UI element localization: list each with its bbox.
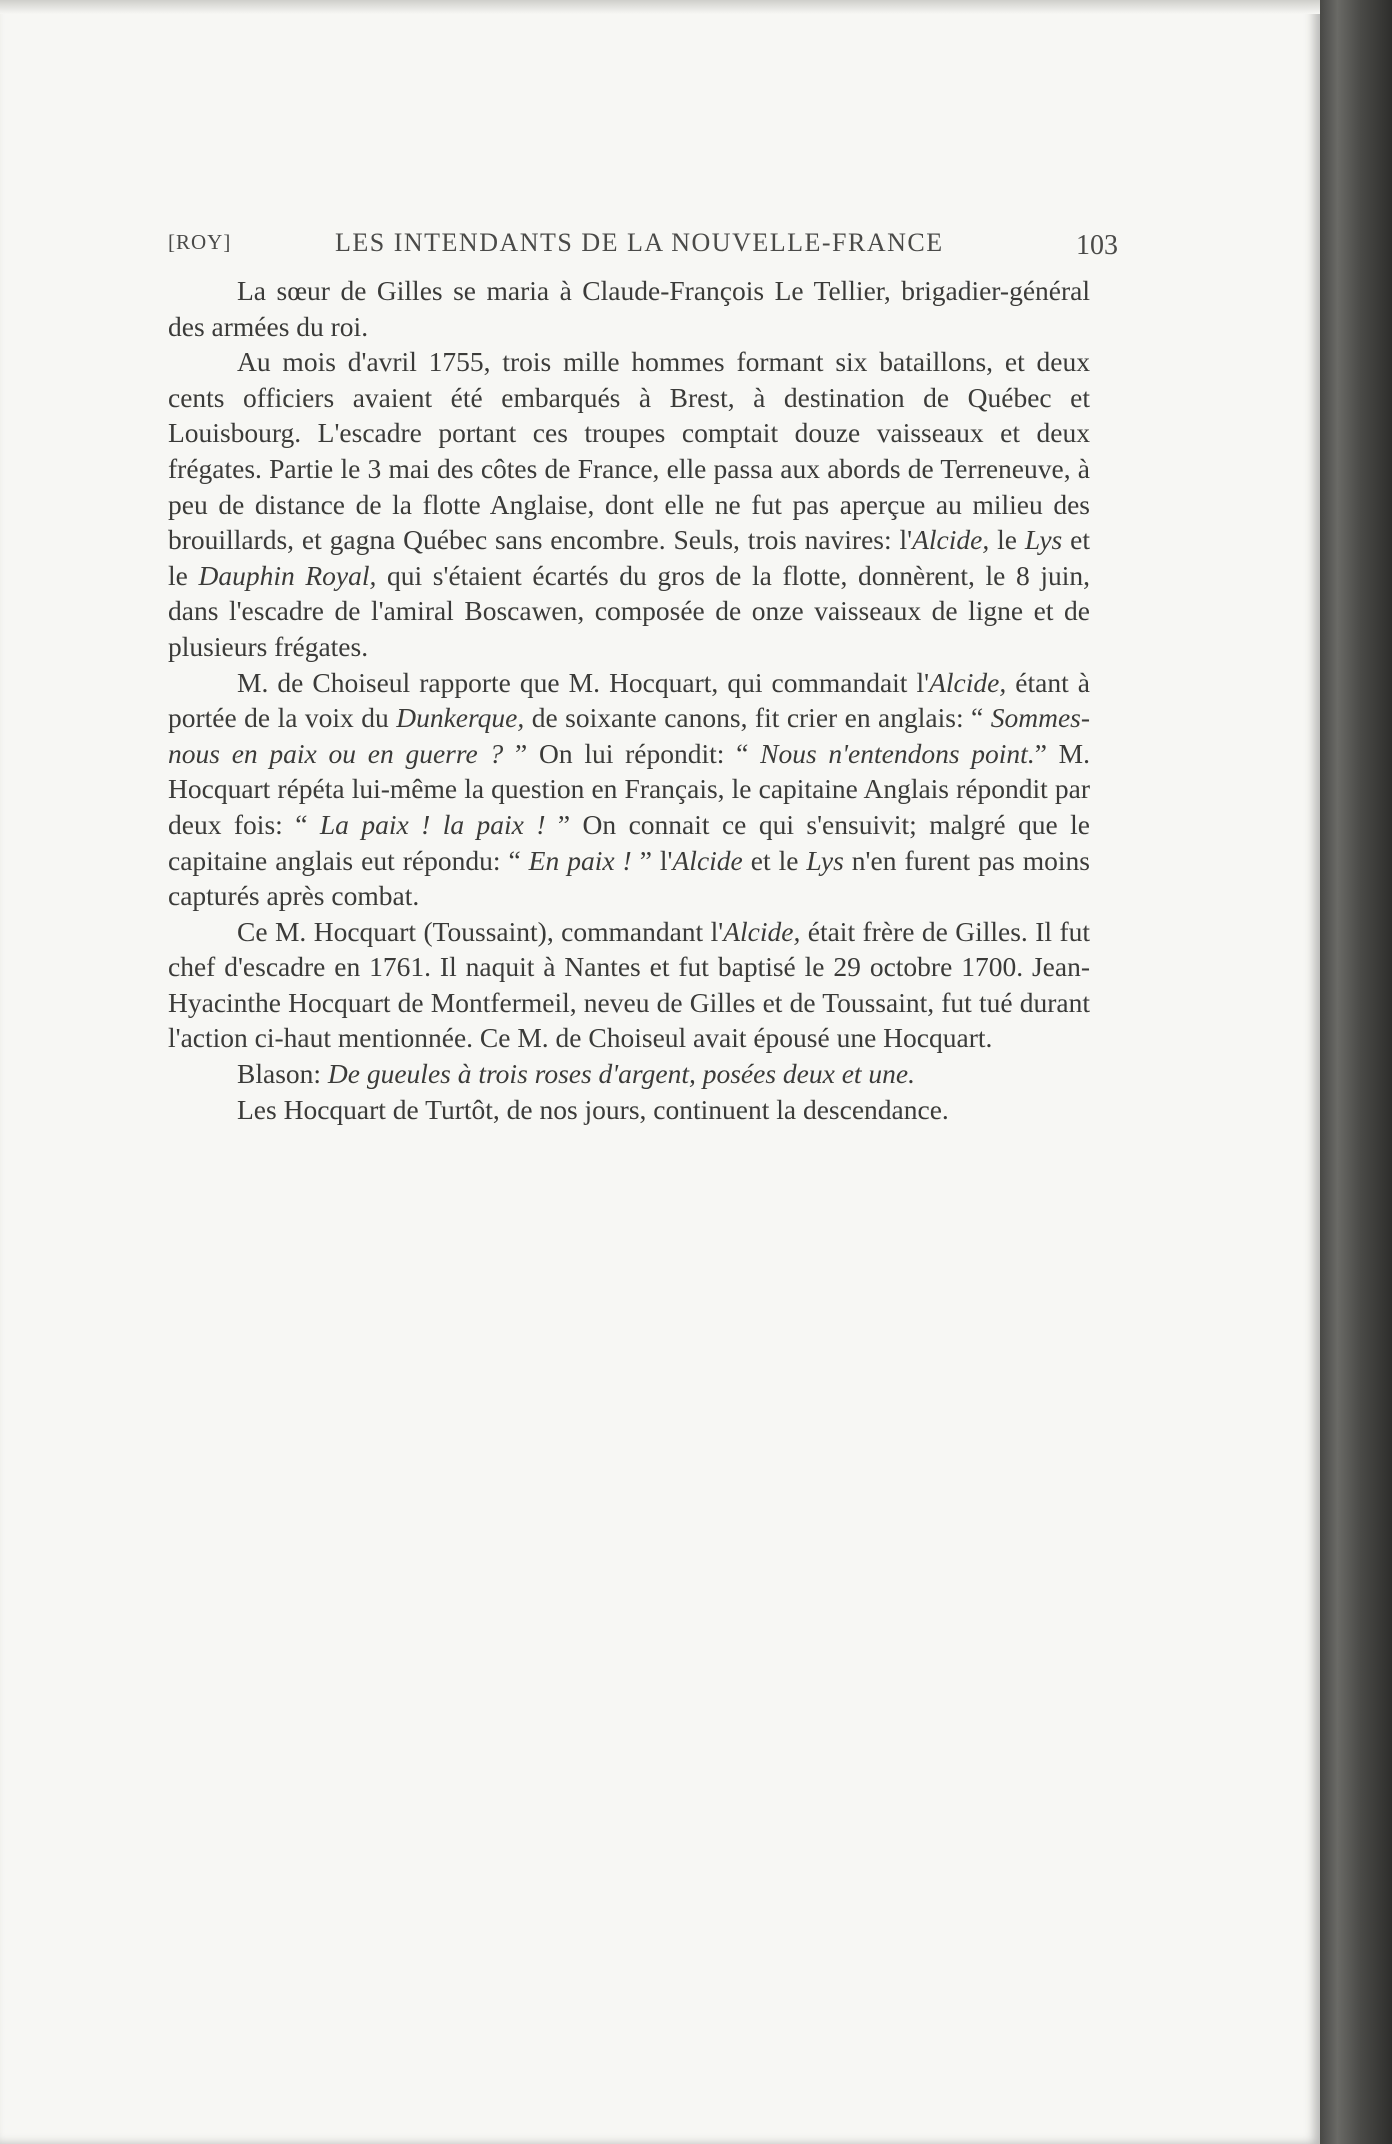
- text-run: ” l': [631, 844, 673, 876]
- body-text: [168, 273, 1090, 1127]
- paragraph: [168, 914, 1090, 1056]
- text-run: qui s'étaient écartés du gros de la flotte, donnèrent, le 8 juin, dans l'escadre de l'amiral Boscawen, composée de onze vaisseaux de ligne et de plusieurs frégates.: [168, 559, 1090, 662]
- text-run: Au mois d'avril 1755, trois mille hommes formant six bataillons, et deux cents officiers avaient été embarqués à Brest, à destination de Québec et Louisbourg. L'escadre portant ces troupes comptait douze vaisseaux et deux frégates. Partie le 3 mai des côtes de France, elle passa aux abords de Terreneuve, à peu de distance de la flotte Anglaise, dont elle ne fut pas aperçue au milieu des brouillards, et gagna Québec sans encombre. Seuls, trois navires: l': [168, 346, 1090, 556]
- italic-text: Alcide: [672, 844, 743, 876]
- italic-text: Alcide,: [723, 915, 801, 947]
- text-run: ” M. Hocquart répéta lui-même la question en Français, le capitaine Anglais répondit par deux fois: “: [168, 737, 1090, 840]
- text-run: La sœur de Gilles se maria à Claude-François Le Tellier, brigadier-général des armées du roi.: [168, 275, 1090, 342]
- book-title: LES INTENDANTS DE LA NOUVELLE-FRANCE: [335, 228, 944, 257]
- text-run: Ce M. Hocquart (Toussaint), commandant l': [237, 915, 724, 947]
- text-run: Les Hocquart de Turtôt, de nos jours, continuent la descendance.: [237, 1093, 949, 1125]
- page-top-edge: [0, 0, 1320, 14]
- italic-text: Dauphin Royal,: [198, 559, 377, 591]
- scan-edge: [1314, 0, 1392, 2144]
- text-run: était frère de Gilles. Il fut chef d'escadre en 1761. Il naquit à Nantes et fut baptisé le 29 octobre 1700. Jean-Hyacinthe Hocquart de Montfermeil, neveu de Gilles et de Toussaint, fut tué durant l'action ci-haut mentionnée. Ce M. de Choiseul avait épousé une Hocquart.: [168, 915, 1090, 1054]
- text-run: n'en furent pas moins capturés après combat.: [168, 844, 1090, 912]
- italic-text: Nous n'entendons point.: [760, 737, 1035, 769]
- paragraph: [168, 344, 1090, 664]
- paragraph: [168, 665, 1090, 914]
- text-run: Blason:: [237, 1058, 328, 1090]
- paragraph: [168, 1056, 1090, 1092]
- italic-text: Lys: [1024, 524, 1063, 556]
- text-run: M. de Choiseul rapporte que M. Hocquart, qui commandait l': [237, 666, 930, 698]
- running-head: [168, 226, 1118, 266]
- italic-text: Sommes-nous en paix ou en guerre ?: [168, 702, 1091, 769]
- text-run: et le: [168, 524, 1090, 591]
- text-run: étant à portée de la voix du: [168, 666, 1090, 734]
- text-run: ” On lui répondit: “: [503, 737, 761, 769]
- italic-text: Lys: [806, 844, 844, 876]
- italic-text: De gueules à trois roses d'argent, posées deux et une.: [327, 1058, 915, 1090]
- italic-text: Dunkerque,: [396, 702, 525, 734]
- italic-text: Alcide,: [929, 666, 1007, 698]
- text-run: et le: [742, 844, 807, 876]
- paragraph: [168, 1092, 1090, 1128]
- italic-text: La paix ! la paix !: [319, 808, 546, 840]
- text-run: de soixante canons, fit crier en anglais: “: [524, 702, 991, 734]
- author-tag: [ROY]: [168, 230, 232, 254]
- text-run: ” On connait ce qui s'ensuivit; malgré que le capitaine anglais eut répondu: “: [168, 808, 1090, 876]
- paragraph: [168, 273, 1090, 344]
- text-run: le: [989, 524, 1025, 556]
- page-number: 103: [1076, 230, 1118, 261]
- italic-text: En paix !: [528, 844, 632, 876]
- italic-text: Alcide,: [912, 524, 990, 556]
